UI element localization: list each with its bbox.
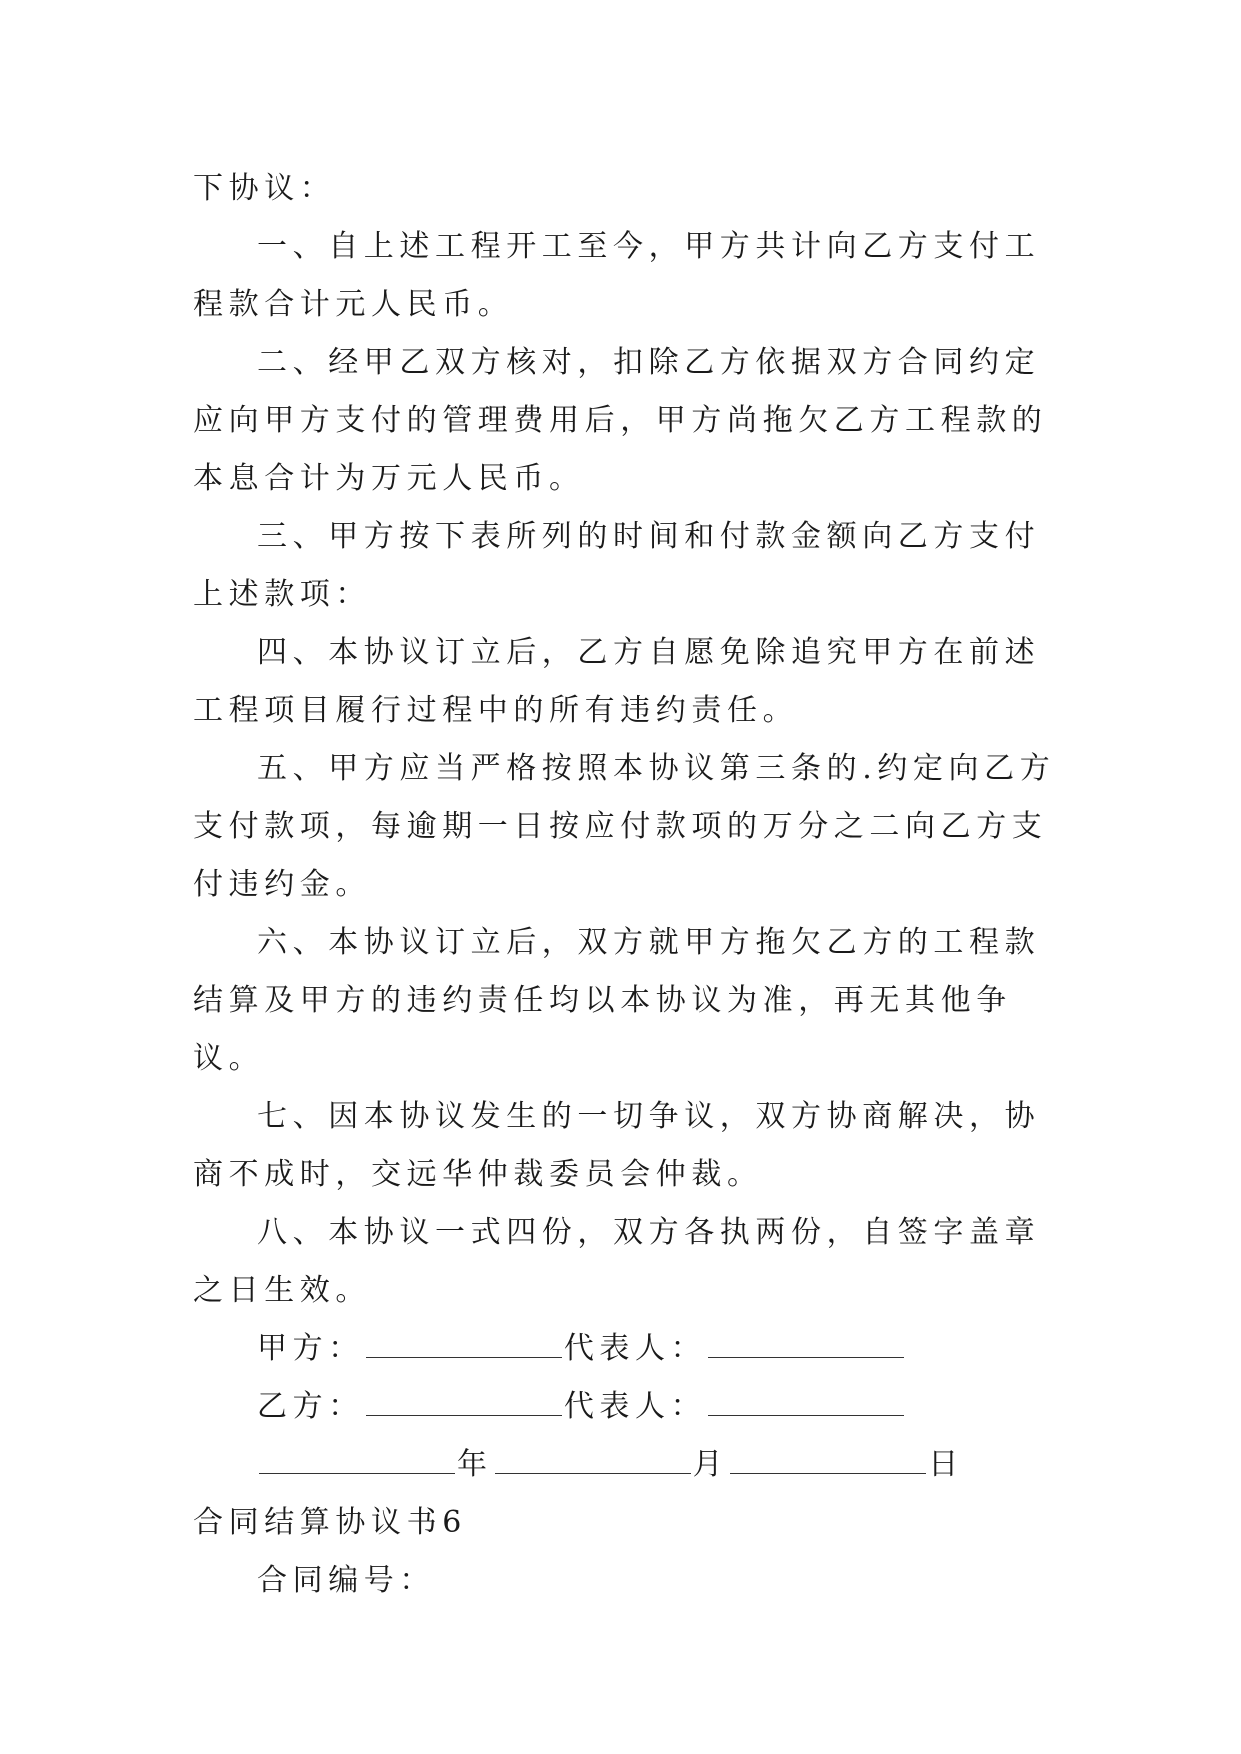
clause-5: 五、甲方应当严格按照本协议第三条的.约定向乙方支付款项，每逾期一日按应付款项的万分之二向乙方支付违约金。 <box>193 751 1056 902</box>
day-label: 日 <box>928 1447 964 1482</box>
day-blank <box>730 1449 926 1474</box>
month-label: 月 <box>692 1447 729 1482</box>
clause-4: 四、本协议订立后，乙方自愿免除追究甲方在前述工程项目履行过程中的所有违约责任。 <box>193 635 1041 728</box>
party-a-representative-blank <box>708 1333 904 1358</box>
party-b-representative-blank <box>708 1391 904 1416</box>
party-a-signature-line <box>193 1320 1073 1378</box>
date-line <box>193 1436 1073 1494</box>
clause-2: 二、经甲乙双方核对，扣除乙方依据双方合同约定应向甲方支付的管理费用后，甲方尚拖欠乙方工程款的本息合计为万元人民币。 <box>193 345 1048 496</box>
party-b-signature-line <box>193 1378 1073 1436</box>
party-a-representative-label: 代表人： <box>563 1331 707 1366</box>
clause-1: 一、自上述工程开工至今，甲方共计向乙方支付工程款合计元人民币。 <box>193 229 1041 322</box>
party-b-blank <box>366 1391 562 1416</box>
year-blank <box>259 1449 455 1474</box>
party-b-label: 乙方： <box>257 1389 364 1424</box>
contract-number-label: 合同编号： <box>257 1563 435 1598</box>
year-label: 年 <box>457 1447 493 1482</box>
clause-8: 八、本协议一式四份，双方各执两份，自签字盖章之日生效。 <box>193 1215 1041 1308</box>
party-b-representative-label: 代表人： <box>563 1389 707 1424</box>
next-section-title: 合同结算协议书6 <box>193 1505 467 1540</box>
month-blank <box>495 1449 691 1474</box>
intro-text: 下协议： <box>193 171 336 206</box>
party-a-label: 甲方： <box>257 1331 364 1366</box>
clause-7: 七、因本协议发生的一切争议，双方协商解决，协商不成时，交远华仲裁委员会仲裁。 <box>193 1099 1041 1192</box>
party-a-blank <box>366 1333 562 1358</box>
clause-6: 六、本协议订立后，双方就甲方拖欠乙方的工程款结算及甲方的违约责任均以本协议为准，再无其他争议。 <box>193 925 1041 1076</box>
document-body <box>193 160 1073 1610</box>
clause-3: 三、甲方按下表所列的时间和付款金额向乙方支付上述款项： <box>193 519 1041 612</box>
